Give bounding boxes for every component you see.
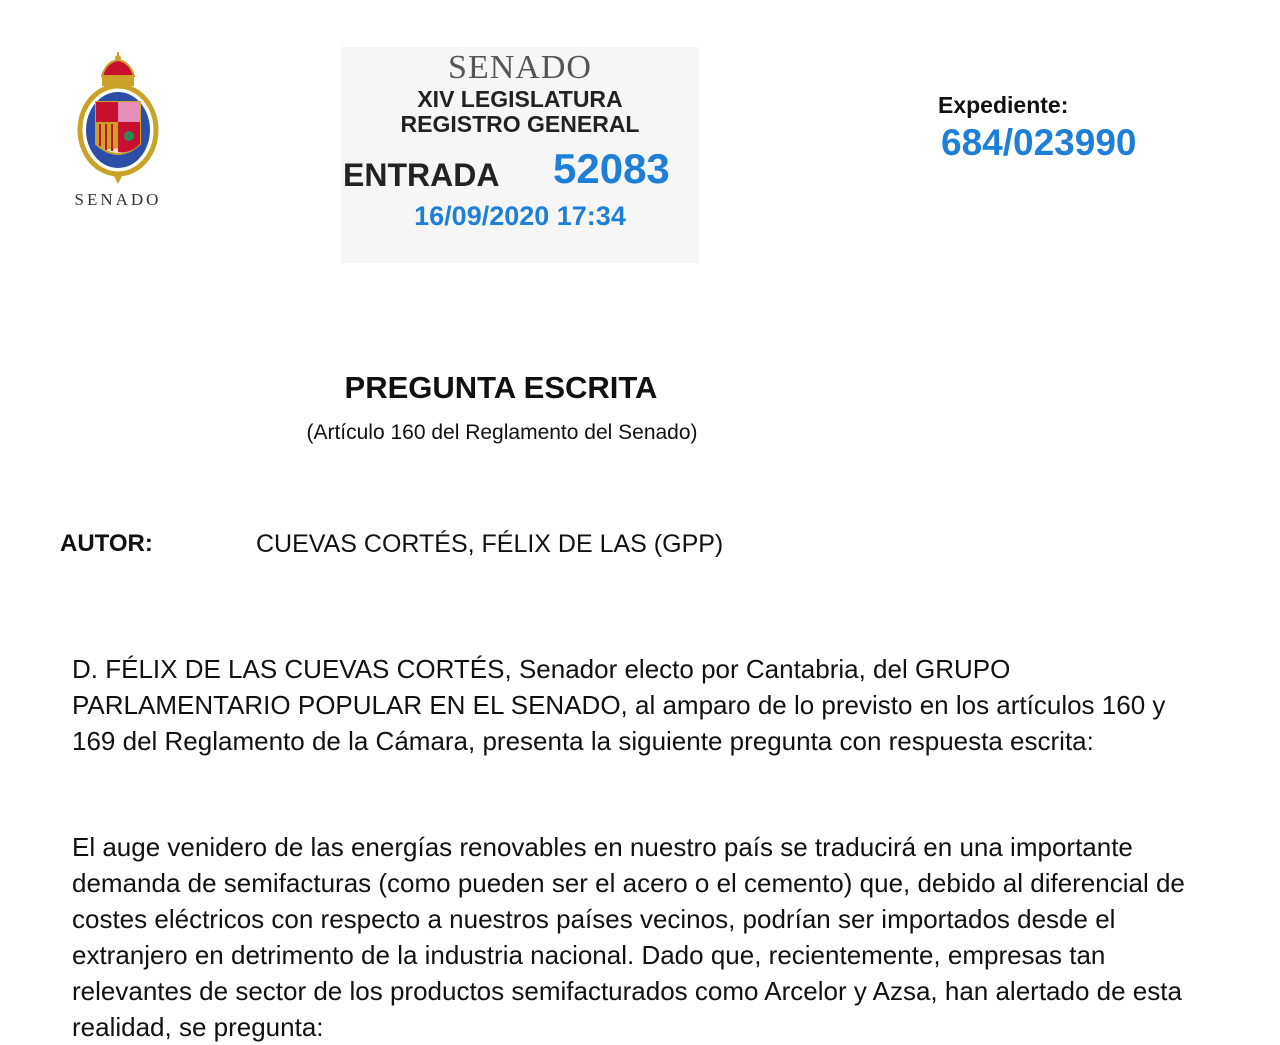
- senate-crest-icon: [72, 52, 164, 192]
- stamp-entry-label: ENTRADA: [343, 157, 500, 193]
- author-name: CUEVAS CORTÉS, FÉLIX DE LAS (GPP): [256, 530, 724, 558]
- crest-label: SENADO: [74, 190, 162, 209]
- stamp-title: SENADO: [448, 49, 592, 86]
- body-paragraph-intro: D. FÉLIX DE LAS CUEVAS CORTÉS, Senador electo por Cantabria, del GRUPO PARLAMENTARIO POPULAR EN EL SENADO, al amparo de lo previsto en los artículos 160 y 169 del Reglamento de la Cámara, presenta la siguiente pregunta con respuesta escrita:: [72, 654, 1166, 756]
- expediente-label: Expediente:: [938, 92, 1069, 118]
- registry-stamp: [341, 47, 699, 263]
- stamp-legislature: XIV LEGISLATURA: [417, 86, 623, 112]
- document-title: PREGUNTA ESCRITA: [344, 370, 658, 405]
- stamp-registry: REGISTRO GENERAL: [400, 111, 640, 137]
- author-label: AUTOR:: [60, 530, 153, 557]
- stamp-entry-number: 52083: [553, 145, 670, 192]
- body-paragraph-question: El auge venidero de las energías renovables en nuestro país se traducirá en una importante demanda de semifacturas (como pueden ser el acero o el cemento) que, debido al diferencial de costes eléctricos con respecto a nuestros países vecinos, podrían ser importados desde el extranjero en detrimento de la industria nacional. Dado que, recientemente, empresas tan relevantes de sector de los productos semifacturados como Arcelor y Azsa, han alertado de esta realidad, se pregunta:: [72, 832, 1185, 1042]
- document-subtitle: (Artículo 160 del Reglamento del Senado): [306, 421, 698, 444]
- stamp-datetime: 16/09/2020 17:34: [414, 201, 626, 231]
- expediente-number: 684/023990: [941, 122, 1137, 163]
